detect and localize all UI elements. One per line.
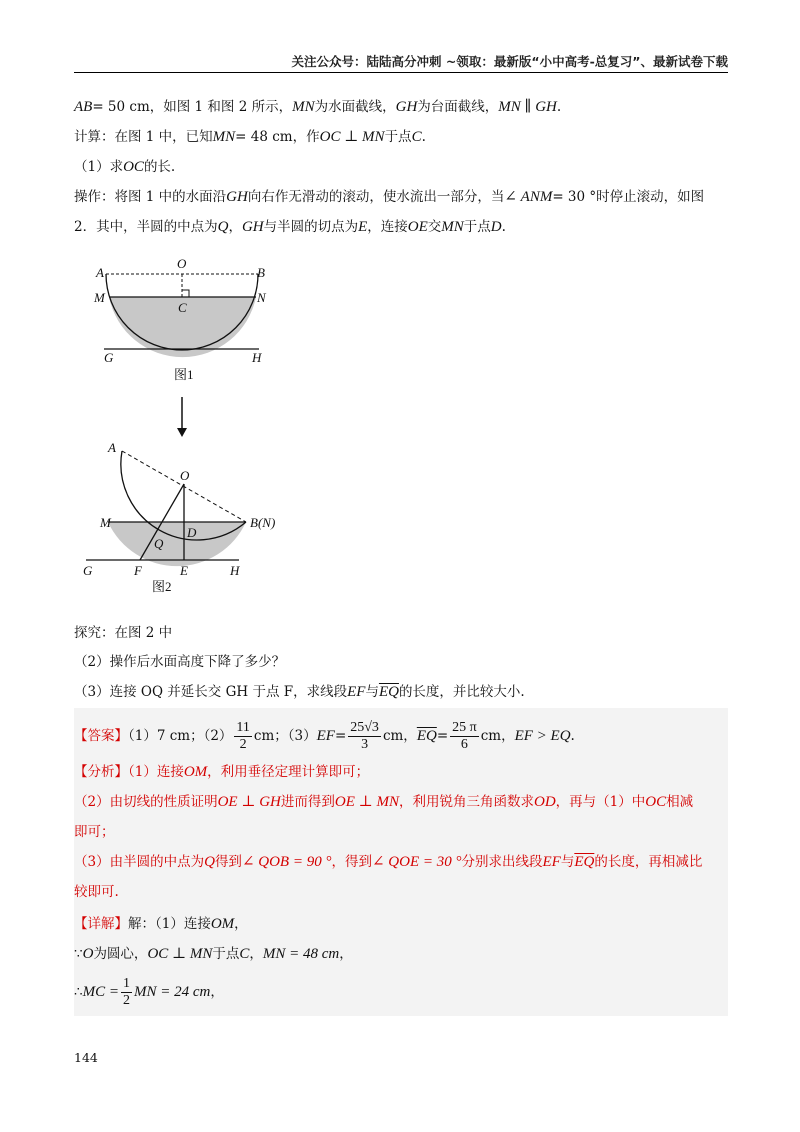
math-arc-eq: $\overline{EQ}$ [416,728,437,744]
label-a: A [96,265,104,280]
math-gh: GH [395,99,418,115]
text: 与半圆的切点为 [263,219,359,235]
fraction [450,720,479,753]
math-om: OM [210,916,235,932]
question-3 [74,682,525,702]
text: . [421,129,426,145]
text: ， [339,946,353,962]
text: cm， [382,728,417,744]
label-m: M [94,290,105,305]
math-om: OM [183,764,208,780]
analysis-line-3: 即可； [74,824,115,840]
text: 为水面截线， [314,99,396,115]
numerator: 25 π [452,720,477,735]
detail-tag: 【详解】 [74,916,128,932]
math-mn: MN [212,129,236,145]
text: cm， [480,728,515,744]
math: EF [542,854,561,870]
math-compare: EF > EQ [514,728,571,744]
text: 的长. [143,159,176,175]
math: MC = [82,984,119,1000]
math: OD [533,794,556,810]
math: ∠ QOB = 90 ° [241,854,332,870]
text: 相减 [666,794,694,810]
denominator: 2 [122,993,130,1008]
text: 2．其中，半圆的中点为 [74,219,218,235]
figure-2-caption: 图2 [152,579,172,594]
text: 于点 [212,946,240,962]
text: 计算：在图 1 中，已知 [74,129,213,145]
label-a: A [108,440,116,455]
text: 与 [560,854,575,870]
text: ，得到 [331,854,372,870]
math-perp: OC ⊥ MN [319,129,385,145]
text: ，连接 [367,219,408,235]
text: 分别求出线段 [461,854,543,870]
label-bn: B(N) [250,515,276,530]
math: Q [204,854,215,870]
text: . [570,728,575,744]
text: （3）由半圆的中点为 [74,854,205,870]
math-parallel: MN ∥ GH [498,99,557,115]
text: ，利用垂径定理计算即可； [207,764,370,780]
text: 解：（1）连接 [128,916,211,932]
math-oc: OC [123,159,144,175]
detail-line-3 [74,974,224,1010]
text: 向右作无滑动的滚动，使水流出一部分，当 [247,189,505,205]
label-q: Q [154,536,164,551]
text: 操作：将图 1 中的水面沿 [74,189,227,205]
problem-line-1 [74,97,561,117]
math: OE ⊥ GH [217,794,281,810]
analysis-line-5: 较即可. [74,884,119,900]
label-c: C [178,300,187,315]
math-ef: EF [347,684,366,700]
text: ， [210,984,224,1000]
denominator: 2 [239,737,247,752]
math-e: E [358,219,368,235]
text: 为圆心， [93,946,148,962]
math: MN = 48 cm [262,946,340,962]
text: 于点 [463,219,491,235]
analysis-line-2 [74,792,693,812]
math-mn: MN [441,219,464,235]
fraction [121,976,132,1009]
text: （2）由切线的性质证明 [74,794,218,810]
math: O [82,946,94,962]
down-arrow-icon [74,395,294,440]
math: ∠ QOE = 30 ° [371,854,462,870]
text: = 30 °时停止滚动，如图 [552,189,705,205]
label-e: E [180,563,188,578]
label-o: O [180,468,190,483]
fraction [234,720,251,753]
figure-1-caption: 图1 [174,367,194,382]
math-q: Q [217,219,229,235]
math-c: C [411,129,422,145]
math: MN = 24 cm [133,984,211,1000]
math: OE ⊥ MN [334,794,399,810]
text: . [556,99,562,115]
text: 进而得到 [280,794,335,810]
text: ∴ [74,984,83,1000]
text: . [501,219,506,235]
math-ab: AB [74,99,93,115]
math-gh: GH [241,219,264,235]
text: cm；（3） [253,728,317,744]
math-ef: EF [316,728,335,744]
right-angle-mark [182,290,189,297]
label-b: B [257,265,265,280]
label-g: G [83,563,93,578]
denominator: 6 [460,737,468,752]
text: = [334,728,347,744]
math-gh: GH [226,189,248,205]
text: 的长度，并比较大小. [398,684,525,700]
problem-calc-line [74,127,426,147]
label-o: O [177,256,187,271]
math-mn: MN [292,99,315,115]
answer-tag: 【答案】 [74,728,128,744]
analysis-line-1 [74,762,369,782]
page-number: 144 [74,1050,98,1065]
figure-1 [74,252,294,387]
text: ， [234,916,248,932]
text: （1）连接 [128,764,184,780]
text: 与 [365,684,379,700]
math-arc-eq: $\overline{EQ}$ [378,684,399,700]
denominator: 3 [361,737,369,752]
label-d: D [187,525,197,540]
math: C [239,946,250,962]
analysis-tag: 【分析】 [74,764,128,780]
detail-line-2 [74,944,353,964]
label-h: H [252,350,262,365]
question-1 [74,157,175,177]
header-divider [74,72,728,73]
math-arc: $\overline{EQ}$ [574,854,595,870]
text: ， [249,946,263,962]
text: （1）7 cm；（2） [128,728,233,744]
operation-line-2 [74,217,506,237]
text: = [436,728,449,744]
page-header: 关注公众号：陆陆高分冲刺 ~领取：最新版“小中高考-总复习”、最新试卷下载 [291,54,728,69]
text: 为台面截线， [417,99,499,115]
text: ， [228,219,242,235]
math-angle: ∠ ANM [504,189,553,205]
numerator: 1 [122,976,130,991]
math-oe: OE [407,219,428,235]
detail-line-1 [74,914,248,934]
text: （1）求 [74,159,124,175]
numerator: 11 [236,720,250,735]
text: ，再与（1）中 [555,794,646,810]
text: ∵ [74,946,83,962]
explore-label: 探究：在图 2 中 [74,625,173,641]
text: （3）连接 OQ 并延长交 GH 于点 F，求线段 [74,684,348,700]
text: 得到 [214,854,242,870]
text: ，利用锐角三角函数求 [398,794,534,810]
figure-2 [74,438,294,598]
text: 的长度，再相减比 [594,854,703,870]
label-n: N [257,290,266,305]
math: OC [645,794,667,810]
text: 交 [427,219,442,235]
math: OC ⊥ MN [147,946,213,962]
text: 于点 [384,129,412,145]
text: = 48 cm，作 [235,129,320,145]
math-d: D [490,219,502,235]
operation-line-1 [74,187,704,207]
answer-line [74,718,575,754]
question-2: （2）操作后水面高度下降了多少？ [74,654,286,670]
label-g: G [104,350,114,365]
label-h: H [230,563,240,578]
text: = 50 cm，如图 1 和图 2 所示， [92,99,293,115]
numerator: 25√3 [350,720,379,735]
fraction [348,720,381,753]
analysis-line-4 [74,852,702,872]
label-f: F [134,563,142,578]
label-m: M [100,515,111,530]
